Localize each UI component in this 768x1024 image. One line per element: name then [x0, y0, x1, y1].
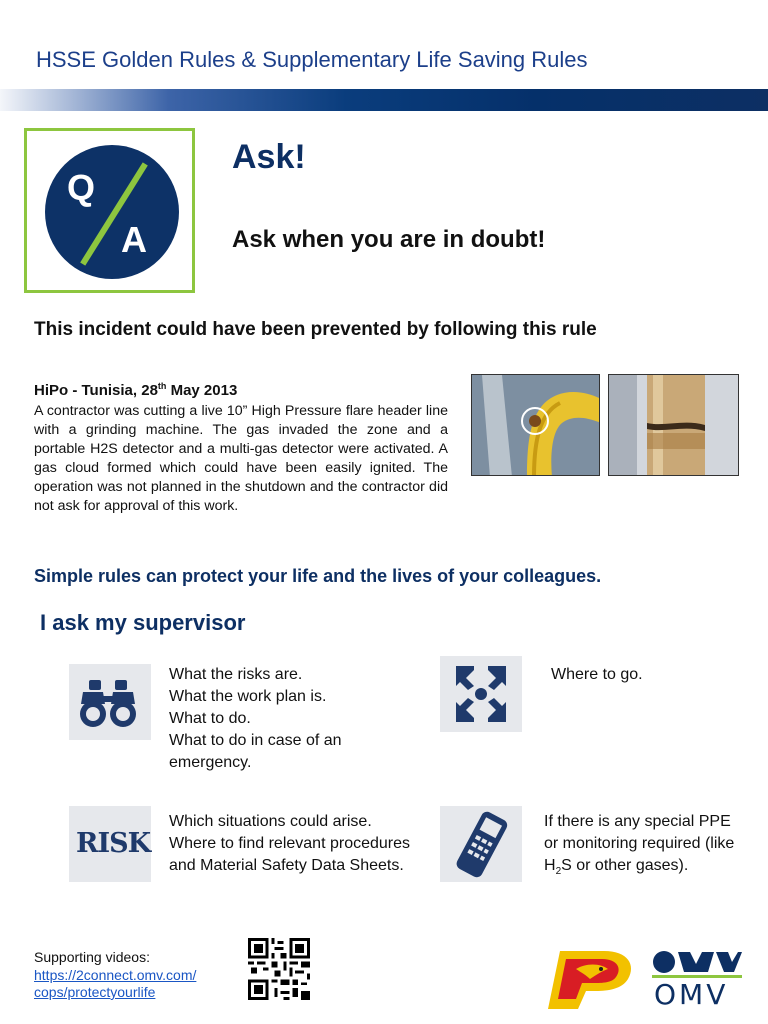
- safety-slogan: Simple rules can protect your life and the lives of your colleagues.: [34, 566, 602, 586]
- header-banner: [0, 89, 768, 111]
- incident-photo-cut: [608, 374, 739, 476]
- item-situations-text: Which situations could arise. Where to find relevant procedures and Material Safety Data Sheets.: [169, 813, 411, 874]
- case-title: HiPo - Tunisia, 28th May 2013: [34, 381, 238, 399]
- qa-icon-q: Q: [67, 167, 96, 208]
- risk-icon-label: RISK: [76, 828, 151, 859]
- item-where-text: Where to go.: [551, 666, 643, 683]
- qa-icon: [45, 145, 179, 279]
- supporting-videos-label: Supporting videos:: [34, 949, 150, 965]
- supporting-videos-link[interactable]: https://2connect.omv.com/ cops/protectyourlife: [34, 967, 197, 1000]
- omv-logo: [652, 942, 742, 1017]
- rule-icon-frame: [24, 128, 195, 293]
- rule-subtitle: Ask when you are in doubt!: [232, 226, 546, 253]
- item-risks-text: What the risks are. What the work plan is. What to do. What to do in case of an emergency.: [169, 666, 342, 771]
- gas-detector-icon: [440, 806, 522, 882]
- item-ppe-text: If there is any special PPE or monitoring required (like $H_2S$ or other gases).: [544, 813, 735, 878]
- binoculars-icon: [69, 664, 151, 740]
- risk-icon: [69, 806, 151, 882]
- directions-icon: [440, 656, 522, 732]
- case-description: A contractor was cutting a live 10” High Pressure flare header line with a grinding machine. The gas invaded the zone and a portable H2S detector and a multi-gas detector were activated. A gas cloud formed which could have been easily ignited. The operation was not planned in the shutdown and the contractor did not ask for approval of this work.: [34, 403, 448, 514]
- incident-heading: This incident could have been prevented by following this rule: [34, 319, 597, 340]
- rule-title: Ask!: [232, 138, 306, 176]
- section-heading: I ask my supervisor: [40, 610, 246, 635]
- omv-wordmark: OMV: [654, 978, 729, 1011]
- qr-code[interactable]: [248, 938, 310, 1005]
- document-title: HSSE Golden Rules & Supplementary Life Saving Rules: [36, 47, 588, 72]
- qa-icon-a: A: [121, 219, 147, 260]
- petrom-logo: [546, 945, 638, 1016]
- incident-photo-pipe: [471, 374, 600, 476]
